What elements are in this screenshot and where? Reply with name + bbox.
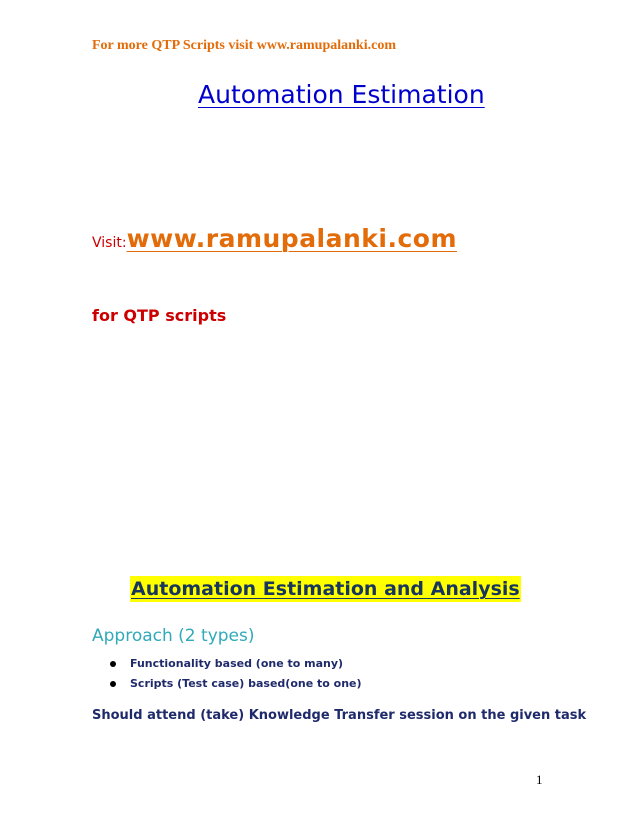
list-item	[110, 674, 362, 694]
list-item-text: Functionality based (one to many)	[130, 657, 344, 670]
visit-row	[92, 224, 457, 253]
document-title: Automation Estimation	[198, 80, 485, 109]
visit-label: Visit:	[92, 235, 127, 251]
list-item-text: Scripts (Test case) based(one to one)	[130, 677, 362, 690]
approach-heading: Approach (2 types)	[92, 626, 255, 646]
bullet-icon	[110, 681, 116, 687]
bullet-icon	[110, 661, 116, 667]
section-heading: Automation Estimation and Analysis	[131, 578, 520, 600]
list-item	[110, 654, 362, 674]
approach-list	[110, 654, 362, 694]
knowledge-transfer-line: Should attend (take) Knowledge Transfer session on the given task	[92, 708, 587, 723]
page-number: 1	[536, 772, 543, 787]
page-header: For more QTP Scripts visit www.ramupalanki.com	[92, 38, 396, 53]
visit-site-link: www.ramupalanki.com	[126, 224, 458, 253]
qtp-scripts-line: for QTP scripts	[92, 306, 227, 325]
